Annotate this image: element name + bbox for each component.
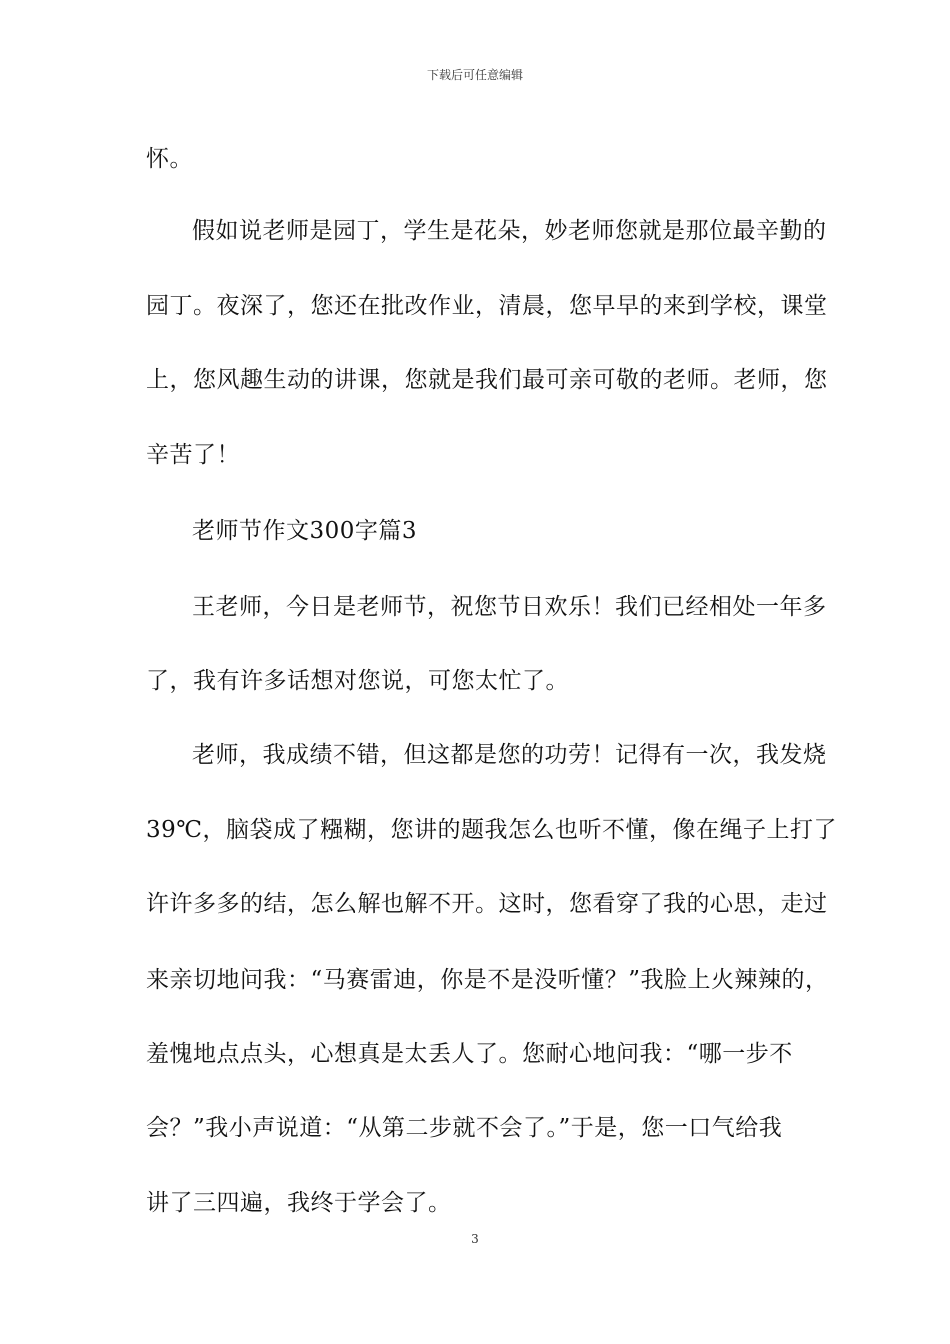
paragraph-start-line: 假如说老师是园丁，学生是花朵，妙老师您就是那位最辛勤的 [192,218,827,244]
text-line: 园丁。夜深了，您还在批改作业，清晨，您早早的来到学校，课堂 [146,293,828,319]
text-line: 辛苦了！ [146,442,240,468]
paragraph-start-line: 王老师，今日是老师节，祝您节日欢乐！我们已经相处一年多 [192,594,827,620]
page-number: 3 [471,1232,479,1246]
text-line: 讲了三四遍，我终于学会了。 [146,1190,452,1216]
page-header: 下载后可任意编辑 [426,68,523,82]
text-line: 39℃，脑袋成了糨糊，您讲的题我怎么也听不懂，像在绳子上打了 [146,817,837,843]
section-heading: 老师节作文300字篇3 [192,518,418,544]
text-line: 了，我有许多话想对您说，可您太忙了。 [146,668,569,694]
text-line: 许许多多的结，怎么解也解不开。这时，您看穿了我的心思，走过 [146,891,828,917]
paragraph-start-line: 老师，我成绩不错，但这都是您的功劳！记得有一次，我发烧 [192,742,827,768]
text-line: 羞愧地点点头，心想真是太丢人了。您耐心地问我：“哪一步不 [146,1041,793,1067]
text-line: 怀。 [146,146,193,172]
text-line: 上，您风趣生动的讲课，您就是我们最可亲可敬的老师。老师，您 [146,367,828,393]
text-line: 来亲切地问我：“马赛雷迪，你是不是没听懂？”我脸上火辣辣的， [146,967,829,993]
text-line: 会？”我小声说道：“从第二步就不会了。”于是，您一口气给我 [146,1115,783,1141]
